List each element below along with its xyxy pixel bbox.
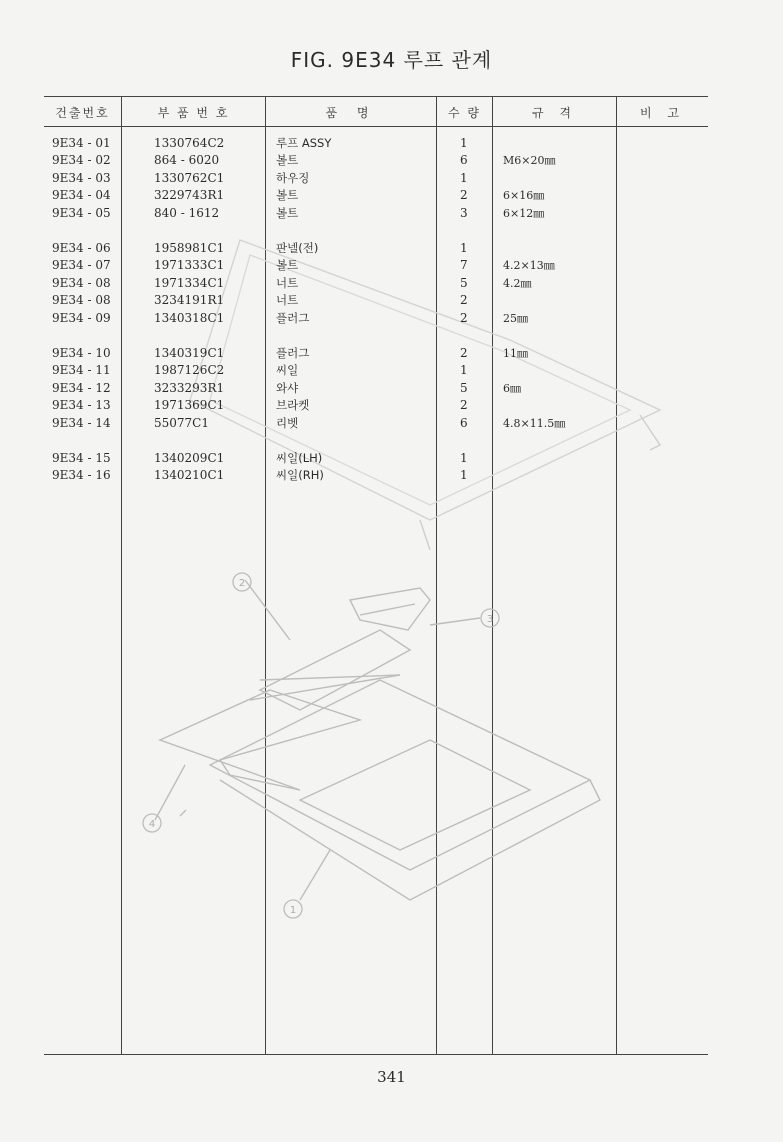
cell-qty: 5 — [460, 380, 468, 395]
cell-spec: 25㎜ — [503, 311, 528, 325]
column-divider — [121, 97, 122, 1055]
cell-ref: 9E34 - 02 — [52, 153, 111, 168]
cell-name: 씨일(RH) — [276, 468, 324, 483]
cell-part: 3234191R1 — [154, 293, 225, 308]
cell-qty: 2 — [460, 310, 468, 325]
cell-part: 1340210C1 — [154, 468, 225, 483]
cell-part: 1958981C1 — [154, 241, 225, 255]
cell-name: 하우징 — [276, 170, 310, 185]
cell-name: 플러그 — [276, 346, 310, 360]
header-qty: 수 량 — [448, 105, 481, 120]
cell-spec: 4.2×13㎜ — [503, 259, 555, 273]
cell-qty: 6 — [460, 415, 468, 430]
cell-name: 씨일 — [276, 363, 299, 378]
header-ref: 건출번호 — [55, 105, 110, 120]
cell-part: 55077C1 — [154, 415, 209, 430]
cell-qty: 5 — [460, 275, 468, 290]
cell-qty: 3 — [460, 205, 468, 220]
cell-ref: 9E34 - 11 — [52, 363, 111, 378]
cell-part: 1340209C1 — [154, 451, 225, 465]
cell-name: 볼트 — [276, 188, 299, 203]
cell-name: 볼트 — [276, 153, 299, 168]
cell-ref: 9E34 - 07 — [52, 258, 111, 273]
cell-ref: 9E34 - 09 — [52, 310, 111, 325]
cell-qty: 1 — [460, 170, 468, 185]
cell-name: 판넬(전) — [276, 241, 319, 255]
cell-spec: 11㎜ — [503, 347, 528, 360]
cell-part: 3229743R1 — [154, 188, 225, 203]
cell-qty: 1 — [460, 363, 468, 378]
callout-label: 1 — [289, 905, 297, 916]
cell-ref: 9E34 - 13 — [52, 398, 111, 413]
cell-name: 루프 ASSY — [276, 136, 332, 150]
cell-ref: 9E34 - 06 — [52, 241, 111, 255]
header-spec: 규 격 — [532, 105, 577, 120]
table-top-rule — [44, 96, 708, 97]
cell-ref: 9E34 - 05 — [52, 205, 111, 220]
header-part-number: 부 품 번 호 — [157, 105, 230, 120]
cell-ref: 9E34 - 15 — [52, 451, 111, 465]
cell-ref: 9E34 - 08 — [52, 275, 111, 290]
cell-name: 볼트 — [276, 258, 299, 273]
header-bottom-rule — [44, 126, 708, 127]
cell-ref: 9E34 - 12 — [52, 380, 111, 395]
cell-spec: 6×16㎜ — [503, 189, 545, 203]
figure-title: FIG. 9E34 루프 관계 — [290, 48, 493, 72]
cell-name: 볼트 — [276, 205, 299, 220]
cell-name: 너트 — [276, 293, 299, 308]
callout-label: 3 — [486, 614, 494, 625]
cell-spec: 6㎜ — [503, 381, 521, 395]
cell-spec: 4.8×11.5㎜ — [503, 416, 566, 430]
cell-name: 와샤 — [276, 380, 299, 395]
cell-part: 1330762C1 — [154, 170, 225, 185]
table-bottom-rule — [44, 1054, 708, 1055]
cell-ref: 9E34 - 04 — [52, 188, 111, 203]
cell-part: 3233293R1 — [154, 380, 225, 395]
cell-ref: 9E34 - 03 — [52, 170, 111, 185]
callout-label: 4 — [148, 819, 156, 830]
cell-qty: 2 — [460, 346, 468, 360]
cell-spec: 4.2㎜ — [503, 276, 532, 290]
cell-qty: 2 — [460, 188, 468, 203]
cell-qty: 1 — [460, 136, 468, 150]
cell-ref: 9E34 - 10 — [52, 346, 111, 360]
cell-part: 1330764C2 — [154, 136, 225, 150]
cell-spec: M6×20㎜ — [503, 154, 556, 168]
cell-ref: 9E34 - 01 — [52, 136, 111, 150]
cell-name: 너트 — [276, 275, 299, 290]
callout-label: 2 — [238, 578, 246, 589]
cell-name: 브라켓 — [276, 398, 310, 413]
cell-qty: 6 — [460, 153, 468, 168]
cell-qty: 7 — [460, 258, 468, 273]
cell-part: 1987126C2 — [154, 363, 225, 378]
cell-spec: 6×12㎜ — [503, 206, 545, 220]
cell-qty: 1 — [460, 241, 468, 255]
header-remark: 비 고 — [640, 105, 685, 120]
cell-part: 1340318C1 — [154, 310, 225, 325]
cell-ref: 9E34 - 16 — [52, 468, 111, 483]
cell-part: 1971369C1 — [154, 398, 225, 413]
cell-name: 씨일(LH) — [276, 451, 323, 465]
cell-ref: 9E34 - 08 — [52, 293, 111, 308]
cell-part: 1340319C1 — [154, 346, 225, 360]
exploded-view-diagram — [130, 220, 690, 940]
cell-qty: 1 — [460, 468, 468, 483]
cell-qty: 1 — [460, 451, 468, 465]
cell-qty: 2 — [460, 398, 468, 413]
page-number: 341 — [377, 1068, 406, 1086]
cell-ref: 9E34 - 14 — [52, 415, 111, 430]
cell-part: 1971334C1 — [154, 275, 225, 290]
cell-part: 864 - 6020 — [154, 153, 220, 168]
header-name: 품 명 — [325, 105, 377, 120]
cell-name: 리벳 — [276, 415, 299, 430]
cell-part: 840 - 1612 — [154, 205, 220, 220]
cell-qty: 2 — [460, 293, 468, 308]
cell-name: 플러그 — [276, 310, 310, 325]
cell-part: 1971333C1 — [154, 258, 225, 273]
